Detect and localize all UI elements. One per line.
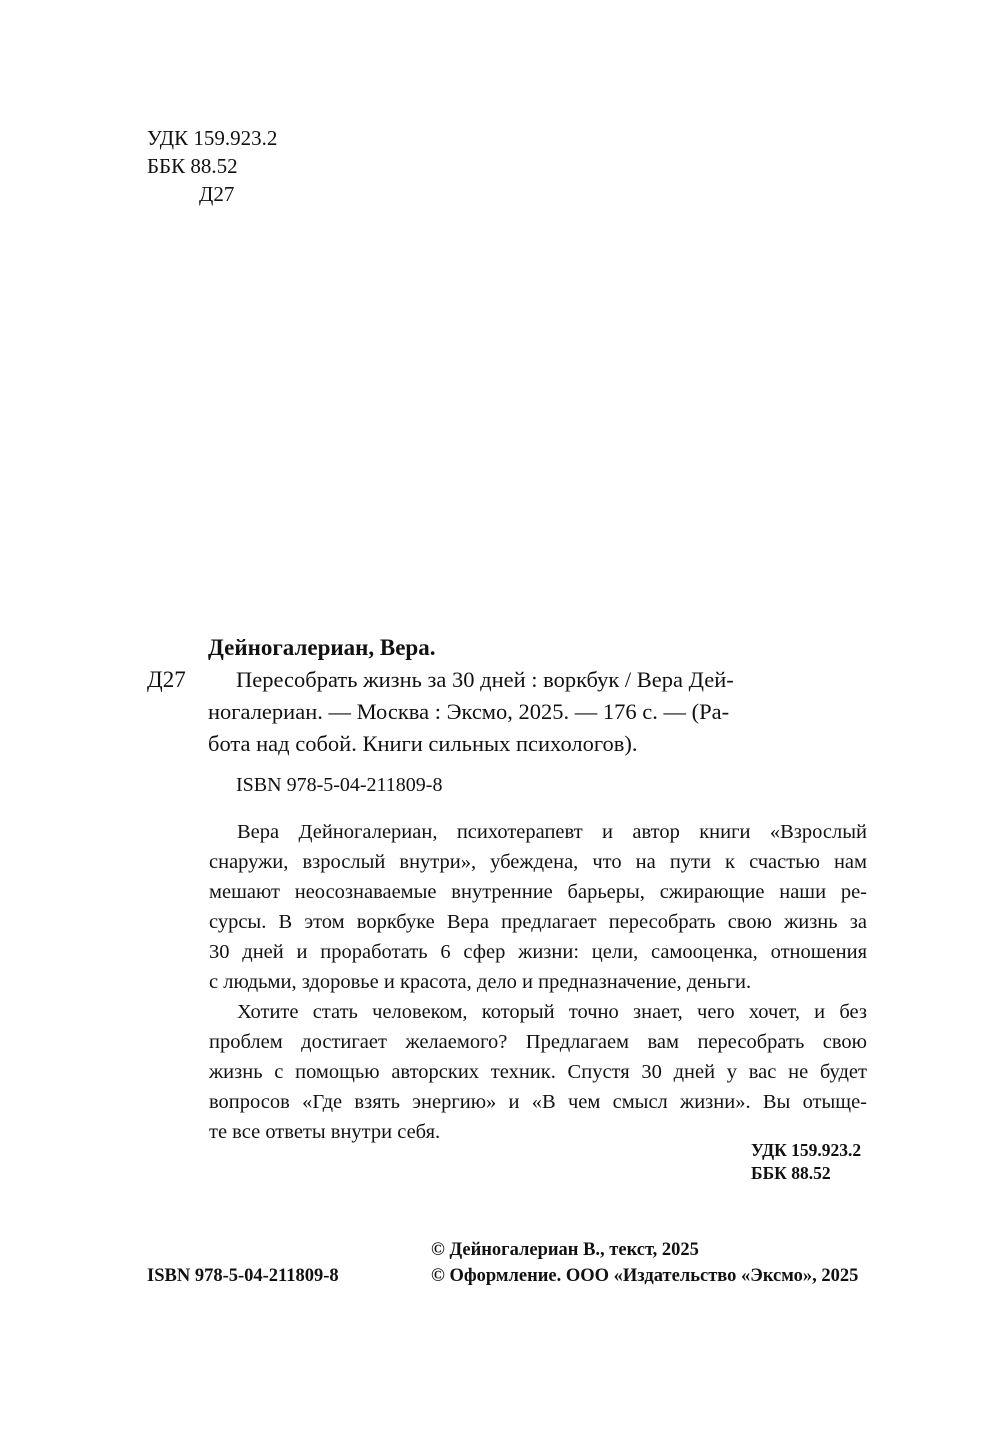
copyright-text: © Дейногалериан В., текст, 2025 [431,1240,699,1260]
udk-code-bottom: УДК 159.923.2 [751,1140,862,1160]
entry-line-1: Пересобрать жизнь за 30 дней : воркбук / Вера Дей- [236,667,734,692]
annotation-line: те все ответы внутри себя. [209,1121,441,1143]
copyright-design: © Оформление. ООО «Издательство «Эксмо», 2025 [431,1266,859,1286]
footer-isbn: ISBN 978-5-04-211809-8 [147,1266,339,1286]
annotation-line: жизнь с помощью авторских техник. Спустя 30 дней у вас не будет [209,1061,867,1083]
entry-author-mark: Д27 [147,667,186,692]
annotation-line: Хотите стать человеком, который точно знает, чего хочет, и без [237,1001,867,1023]
annotation-line: 30 дней и проработать 6 сфер жизни: цели, самооценка, отношения [209,941,867,963]
entry-author: Дейногалериан, Вера. [208,635,436,660]
author-mark: Д27 [199,182,235,206]
bbk-code: ББК 88.52 [147,154,238,178]
annotation-line: сурсы. В этом воркбуке Вера предлагает пересобрать свою жизнь за [209,911,867,933]
entry-line-3: бота над собой. Книги сильных психологов). [208,731,638,756]
annotation-line: с людьми, здоровье и красота, дело и предназначение, деньги. [209,971,752,993]
udk-code: УДК 159.923.2 [147,126,278,150]
annotation-line: вопросов «Где взять энергию» и «В чем смысл жизни». Вы отыще- [209,1091,867,1113]
entry-isbn: ISBN 978-5-04-211809-8 [236,774,443,796]
bbk-code-bottom: ББК 88.52 [751,1163,831,1183]
annotation-line: снаружи, взрослый внутри», убеждена, что на пути к счастью нам [209,851,867,873]
annotation-line: Вера Дейногалериан, психотерапевт и автор книги «Взрослый [237,821,867,843]
entry-line-2: ногалериан. — Москва : Эксмо, 2025. — 176 с. — (Ра- [208,699,730,724]
annotation-line: мешают неосознаваемые внутренние барьеры, сжирающие наши ре- [209,881,867,903]
annotation-line: проблем достигает желаемого? Предлагаем вам пересобрать свою [209,1031,867,1053]
